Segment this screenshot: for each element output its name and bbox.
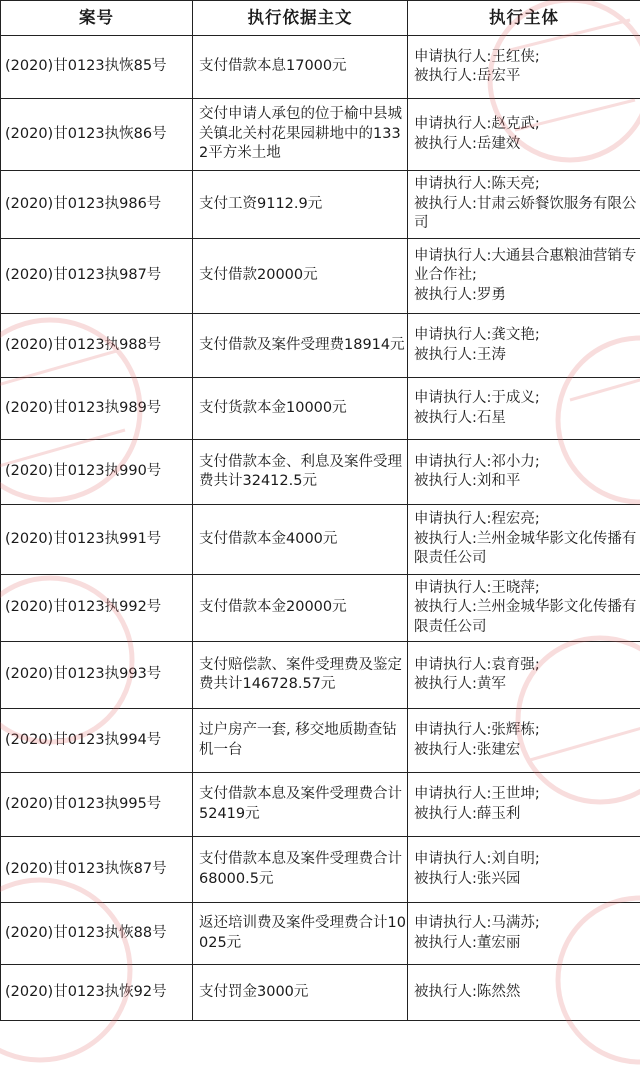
enforcement-basis-cell: 支付罚金3000元 <box>193 965 408 1021</box>
party-line: 被执行人:罗勇 <box>414 286 640 306</box>
party-line: 申请执行人:龚文艳; <box>414 326 640 346</box>
parties-cell <box>408 99 640 171</box>
party-line: 申请执行人:大通县合惠粮油营销专业合作社; <box>414 247 640 286</box>
party-line: 被执行人:兰州金城华影文化传播有限责任公司 <box>414 530 640 569</box>
header-enforcement-basis: 执行依据主文 <box>193 1 408 36</box>
header-parties: 执行主体 <box>408 1 640 36</box>
case-number-cell: (2020)甘0123执987号 <box>1 239 193 314</box>
case-number-cell: (2020)甘0123执恢86号 <box>1 99 193 171</box>
party-line: 被执行人:岳建效 <box>414 135 640 155</box>
party-line: 被执行人:陈然然 <box>414 983 640 1003</box>
parties-cell <box>408 773 640 837</box>
table-row <box>1 171 640 239</box>
parties-cell <box>408 642 640 709</box>
case-number-cell: (2020)甘0123执993号 <box>1 642 193 709</box>
table-row <box>1 440 640 505</box>
party-line: 被执行人:王涛 <box>414 346 640 366</box>
table-row <box>1 378 640 440</box>
parties-cell <box>408 378 640 440</box>
party-line: 申请执行人:刘自明; <box>414 850 640 870</box>
party-line: 被执行人:张兴园 <box>414 870 640 890</box>
party-line: 申请执行人:赵克武; <box>414 115 640 135</box>
table-row <box>1 575 640 642</box>
parties-cell <box>408 575 640 642</box>
case-number-cell: (2020)甘0123执恢88号 <box>1 903 193 965</box>
enforcement-basis-cell: 支付货款本金10000元 <box>193 378 408 440</box>
case-number-cell: (2020)甘0123执989号 <box>1 378 193 440</box>
party-line: 被执行人:兰州金城华影文化传播有限责任公司 <box>414 598 640 637</box>
enforcement-basis-cell: 支付赔偿款、案件受理费及鉴定费共计146728.57元 <box>193 642 408 709</box>
table-row <box>1 642 640 709</box>
enforcement-basis-cell: 支付借款本金、利息及案件受理费共计32412.5元 <box>193 440 408 505</box>
party-line: 被执行人:甘肃云娇餐饮服务有限公司 <box>414 195 640 234</box>
party-line: 被执行人:董宏丽 <box>414 934 640 954</box>
parties-cell <box>408 36 640 99</box>
case-number-cell: (2020)甘0123执990号 <box>1 440 193 505</box>
party-line: 申请执行人:张辉栋; <box>414 721 640 741</box>
table-row <box>1 709 640 773</box>
case-number-cell: (2020)甘0123执988号 <box>1 314 193 378</box>
case-number-cell: (2020)甘0123执991号 <box>1 505 193 575</box>
table-row <box>1 314 640 378</box>
party-line: 申请执行人:于成义; <box>414 389 640 409</box>
party-line: 申请执行人:陈天亮; <box>414 175 640 195</box>
party-line: 申请执行人:王晓萍; <box>414 579 640 599</box>
party-line: 被执行人:岳宏平 <box>414 67 640 87</box>
parties-cell <box>408 903 640 965</box>
table-row <box>1 36 640 99</box>
party-line: 申请执行人:王世坤; <box>414 785 640 805</box>
enforcement-basis-cell: 支付工资9112.9元 <box>193 171 408 239</box>
parties-cell <box>408 440 640 505</box>
parties-cell <box>408 171 640 239</box>
case-number-cell: (2020)甘0123执恢87号 <box>1 837 193 903</box>
parties-cell <box>408 837 640 903</box>
enforcement-basis-cell: 支付借款本息及案件受理费合计68000.5元 <box>193 837 408 903</box>
party-line: 申请执行人:马满苏; <box>414 914 640 934</box>
parties-cell <box>408 965 640 1021</box>
parties-cell <box>408 239 640 314</box>
party-line: 申请执行人:祁小力; <box>414 453 640 473</box>
parties-cell <box>408 314 640 378</box>
case-number-cell: (2020)甘0123执恢92号 <box>1 965 193 1021</box>
table-row <box>1 99 640 171</box>
table-row <box>1 505 640 575</box>
table-row <box>1 239 640 314</box>
case-number-cell: (2020)甘0123执恢85号 <box>1 36 193 99</box>
table-row <box>1 903 640 965</box>
table-row <box>1 773 640 837</box>
party-line: 申请执行人:袁育强; <box>414 656 640 676</box>
parties-cell <box>408 709 640 773</box>
table-row <box>1 837 640 903</box>
party-line: 被执行人:薛玉利 <box>414 805 640 825</box>
enforcement-basis-cell: 支付借款20000元 <box>193 239 408 314</box>
enforcement-basis-cell: 支付借款本息及案件受理费合计52419元 <box>193 773 408 837</box>
case-number-cell: (2020)甘0123执994号 <box>1 709 193 773</box>
case-number-cell: (2020)甘0123执995号 <box>1 773 193 837</box>
case-number-cell: (2020)甘0123执986号 <box>1 171 193 239</box>
party-line: 被执行人:张建宏 <box>414 741 640 761</box>
enforcement-basis-cell: 交付申请人承包的位于榆中县城关镇北关村花果园耕地中的1332平方米土地 <box>193 99 408 171</box>
party-line: 被执行人:刘和平 <box>414 472 640 492</box>
table-row <box>1 965 640 1021</box>
enforcement-basis-cell: 支付借款本金4000元 <box>193 505 408 575</box>
header-case-number: 案号 <box>1 1 193 36</box>
enforcement-basis-cell: 支付借款及案件受理费18914元 <box>193 314 408 378</box>
case-number-cell: (2020)甘0123执992号 <box>1 575 193 642</box>
enforcement-basis-cell: 过户房产一套, 移交地质勘查钻机一台 <box>193 709 408 773</box>
table-header-row <box>1 1 640 36</box>
party-line: 被执行人:石星 <box>414 409 640 429</box>
enforcement-basis-cell: 支付借款本金20000元 <box>193 575 408 642</box>
party-line: 申请执行人:王红侠; <box>414 48 640 68</box>
enforcement-basis-cell: 支付借款本息17000元 <box>193 36 408 99</box>
party-line: 申请执行人:程宏亮; <box>414 510 640 530</box>
party-line: 被执行人:黄军 <box>414 675 640 695</box>
enforcement-basis-cell: 返还培训费及案件受理费合计10025元 <box>193 903 408 965</box>
parties-cell <box>408 505 640 575</box>
